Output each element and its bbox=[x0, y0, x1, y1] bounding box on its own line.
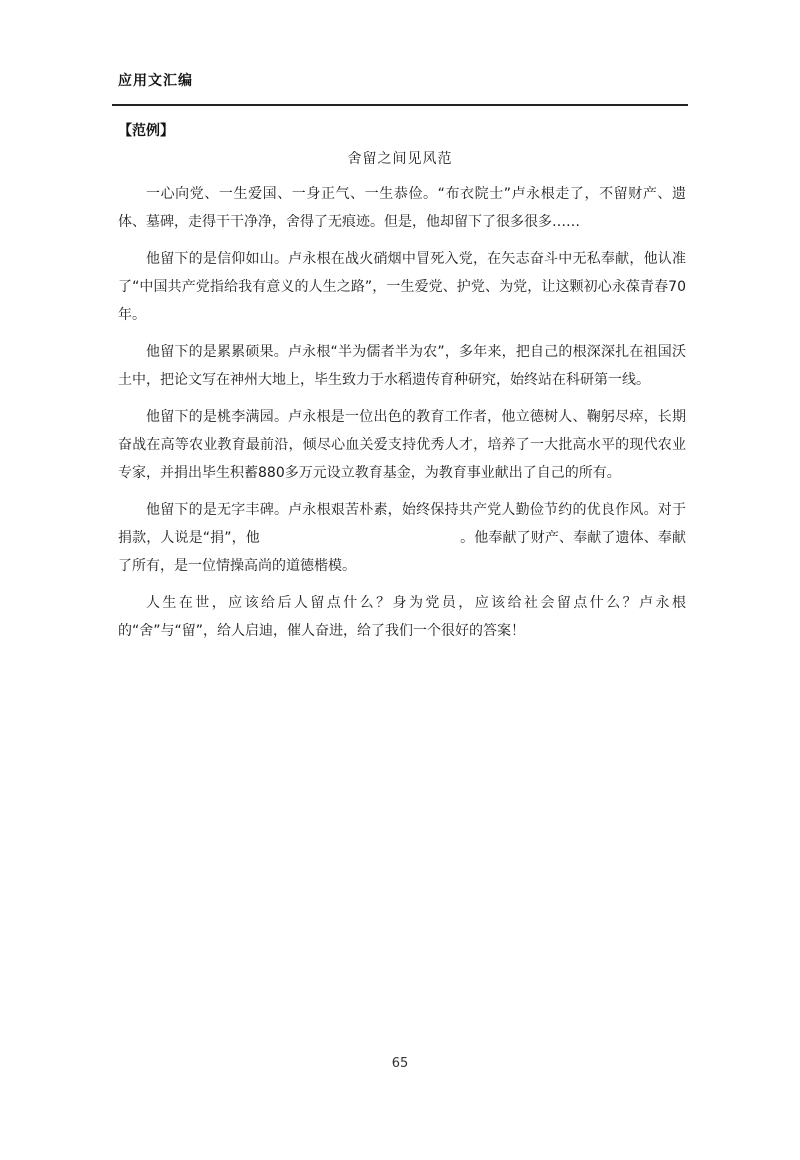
running-header: 应用文汇编 bbox=[118, 73, 193, 89]
paragraph-monument-part2: 。他奉献了财产、奉献了遗体、奉献了所有，是一位情操高尚的道德楷模。 bbox=[118, 530, 687, 574]
paragraph-education: 他留下的是桃李满园。卢永根是一位出色的教育工作者，他立德树人、鞠躬尽瘁，长期奋战在高等农业教育最前沿，倾尽心血关爱支持优秀人才，培养了一大批高水平的现代农业专家，并捐出毕生积蓄880多万元设立教育基金，为教育事业献出了自己的所有。 bbox=[118, 409, 686, 481]
paragraph-intro: 一心向党、一生爱国、一身正气、一生恭俭。“布衣院士”卢永根走了，不留财产、遗体、墓碑，走得干干净净，舍得了无痕迹。但是，他却留下了很多很多…… bbox=[118, 186, 686, 230]
paragraph-monument bbox=[118, 496, 686, 580]
paragraph-closing: 人生在世，应该给后人留点什么？身为党员，应该给社会留点什么？卢永根的“舍”与“留”，给人启迪，催人奋进，给了我们一个很好的答案！ bbox=[118, 595, 686, 639]
page-number: 65 bbox=[391, 1056, 409, 1071]
section-label: 【范例】 bbox=[118, 123, 174, 139]
paragraph-faith: 他留下的是信仰如山。卢永根在战火硝烟中冒死入党，在矢志奋斗中无私奉献，他认准了“中国共产党指给我有意义的人生之路”，一生爱党、护党、为党，让这颗初心永葆青春70年。 bbox=[118, 251, 686, 323]
paragraph-achievements: 他留下的是累累硕果。卢永根“半为儒者半为农”，多年来，把自己的根深深扎在祖国沃土中，把论文写在神州大地上，毕生致力于水稻遗传育种研究，始终站在科研第一线。 bbox=[118, 344, 686, 388]
article-body bbox=[118, 180, 686, 654]
header-rule bbox=[112, 104, 688, 106]
article-title: 舍留之间见风范 bbox=[347, 151, 453, 167]
paragraph-monument-part1: 他留下的是无字丰碑。卢永根艰苦朴素，始终保持共产党人勤俭节约的优良作风。对于捐款，人说是“捐”，他 bbox=[118, 502, 686, 546]
